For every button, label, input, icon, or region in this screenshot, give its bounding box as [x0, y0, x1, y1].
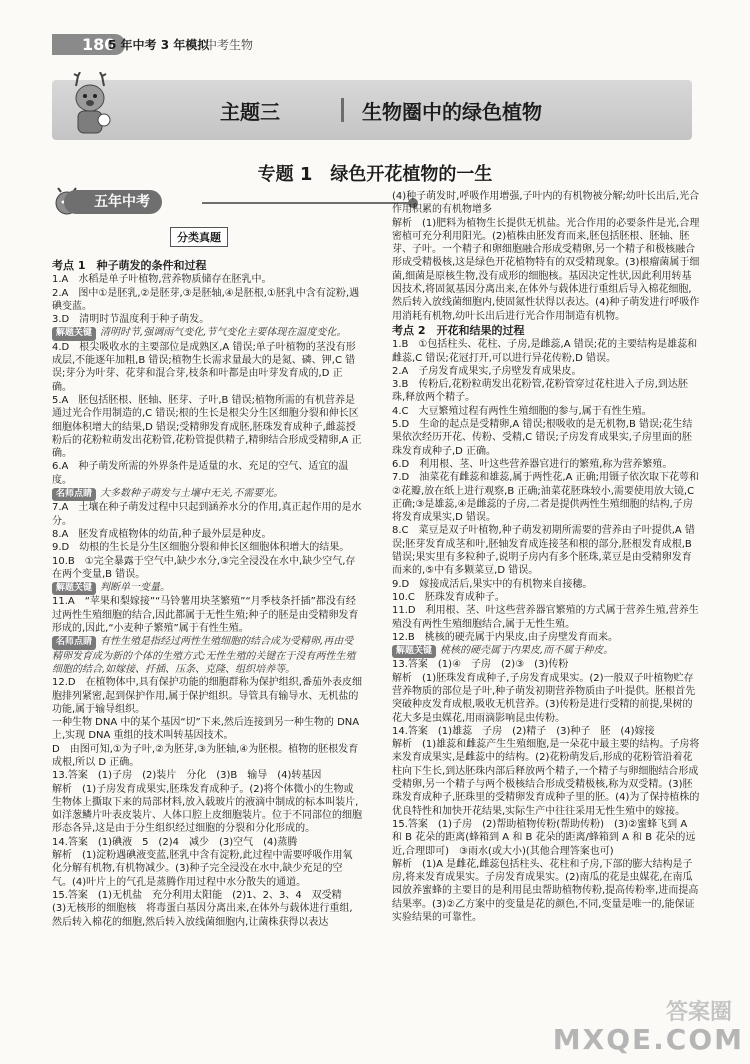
answer-paragraph: 解析 (1)雄蕊和雌蕊产生生殖细胞,是一朵花中最主要的结构。子房将来发育成果实,是雌蕊中的结构。(2)花粉萌发后,形成的花粉管沿着花柱向下生长,到达胚珠内部后释放两个精子,一个精子与卵细胞结合形成受精卵,另一个精子与两个极核结合形成受精极核,称为双受精。(3)胚珠发育成种子,胚珠里的受精卵发育成种子里的胚。(4)为了保持植株的优良特性和加快开花结果,实际生产中往往采用无性生殖中的嫁接。 — [392, 739, 700, 817]
answer-paragraph: 5.D 生命的起点是受精卵,A 错误;根吸收的是无机物,B 错误;花生结果依次经历开花、传粉、受精,C 错误;子房发育成果实,子房里面的胚珠发育成种子,D 正确。 — [392, 419, 693, 457]
tip-tag: 名师点睛 — [52, 488, 96, 501]
answer-paragraph: 2.A 子房发育成果实,子房壁发育成果皮。 — [392, 365, 582, 377]
answer-paragraph: 13.答案 (1)④ 子房 (2)③ (3)传粉 — [392, 659, 569, 671]
tip-tag: 解题关键 — [52, 582, 96, 595]
answer-paragraph: 14.答案 (1)雄蕊 子房 (2)精子 (3)种子 胚 (4)嫁接 — [392, 725, 655, 737]
answer-paragraph: 7.D 油菜花有雌蕊和雄蕊,属于两性花,A 正确;用镊子依次取下花萼和②花瓣,放在纸上进行观察,B 正确;油菜花胚珠较小,需要使用放大镜,C 正确;③是雄蕊,④是雌蕊的子房,二者是提供两性生殖细胞的结构,子房将发育成果实,D 错误。 — [392, 472, 699, 524]
book-title: 5 年中考 3 年模拟 — [108, 38, 210, 52]
category-label: 分类真题 — [170, 227, 228, 247]
topic-point-heading: 考点 2 开花和结果的过程 — [392, 323, 525, 337]
topic-banner — [52, 80, 692, 140]
answer-paragraph: 7.A 土壤在种子萌发过程中只起到涵养水分的作用,真正起作用的是水分。 — [52, 502, 362, 527]
tip-note — [52, 487, 362, 501]
tip-text: 大多数种子萌发与土壤中无关,不需要光。 — [100, 488, 284, 500]
answer-paragraph: 8.C 菜豆是双子叶植物,种子萌发初期所需要的营养由子叶提供,A 错误;胚芽发育成茎和叶,胚轴发育成连接茎和根的部分,胚根发育成根,B 错误;果实里有多粒种子,说明子房内有多个胚珠,菜豆是由受精卵发育而来的,⑤中有多颗菜豆,D 错误。 — [392, 525, 695, 577]
section-rule — [202, 202, 412, 204]
answer-paragraph: 13.答案 (1)子房 (2)装片 分化 (3)B 输导 (4)转基因 — [52, 770, 322, 782]
answer-paragraph: 1.B ①包括柱头、花柱、子房,是雌蕊,A 错误;花的主要结构是雄蕊和雌蕊,C 错误;花冠打开,可以进行异花传粉,D 错误。 — [392, 339, 698, 364]
right-column — [392, 190, 700, 924]
topic-title: 生物圈中的绿色植物 — [362, 100, 542, 124]
deer-mascot-icon — [60, 72, 120, 138]
page-header — [0, 0, 750, 60]
topic-point-heading: 考点 1 种子萌发的条件和过程 — [52, 259, 207, 272]
answer-paragraph: 10.C 胚珠发育成种子。 — [392, 591, 505, 603]
answer-paragraph: (4)种子萌发时,呼吸作用增强,子叶内的有机物被分解;幼叶长出后,光合作用积累的有机物增多 — [392, 191, 700, 216]
answer-paragraph: 4.D 根尖吸收水的主要部位是成熟区,A 错误;单子叶植物的茎没有形成层,不能逐年加粗,B 错误;植物生长需求量最大的是氮、磷、钾,C 错误;芽分为叶芽、花芽和混合芽,枝条和叶都是由叶芽发育成的,D 正确。 — [52, 341, 356, 393]
answer-paragraph: 6.D 利用根、茎、叶这些营养器官进行的繁殖,称为营养繁殖。 — [392, 458, 673, 470]
answer-paragraph: 8.A 胚发育成植物体的幼苗,种子最外层是种皮。 — [52, 528, 272, 540]
answer-paragraph: 6.A 种子萌发所需的外界条件是适量的水、充足的空气、适宜的温度。 — [52, 461, 349, 486]
answer-paragraph: 4.C 大豆繁殖过程有两性生殖细胞的参与,属于有性生殖。 — [392, 405, 652, 417]
answer-paragraph: 15.答案 (1)子房 (2)帮助植物传粉(帮助传粉) (3)②蜜蜂飞到 A 和 B 花朵的距离(蜂箱到 A 和 B 花朵的距离/蜂箱到 A 和 B 花朵的远近,合理即可) ③雨水(或大小)(其他合理答案也可) — [392, 818, 696, 857]
answer-paragraph: 5.A 胚包括胚根、胚轴、胚芽、子叶,B 错误;植物所需的有机营养是通过光合作用制造的,C 错误;根的生长是根尖分生区细胞分裂和伸长区细胞体积增大的结果,D 错误;受精卵发育成胚,胚珠发育成种子,雌蕊授粉后的花粉粒萌发出花粉管,花粉管提供精子,精卵结合形成受精卵,A 正确。 — [52, 394, 362, 460]
answer-paragraph: 解析 (1)子房发育成果实,胚珠发育成种子。(2)将个体微小的生物或生物体上撕取下来的局部材料,放入载玻片的液滴中制成的标本叫装片,如洋葱鳞片叶表皮装片、人体口腔上皮细胞装片。位于不同部位的细胞形态各异,这是由于分生组织经过细胞的分裂和分化形成的。 — [52, 783, 362, 835]
section-title: 五年中考 — [64, 190, 162, 214]
answer-paragraph: 1.A 水稻是单子叶植物,营养物质储存在胚乳中。 — [52, 274, 272, 286]
answer-paragraph: 14.答案 (1)碘液 5 (2)4 减少 (3)空气 (4)蒸腾 — [52, 836, 298, 848]
page-number: 180 — [52, 34, 125, 55]
answer-paragraph: 解析 (1)A 是雌花,雌蕊包括柱头、花柱和子房,下部的膨大结构是子房,将来发育成果实。子房发育成果实。(2)南瓜的花是虫媒花,在南瓜园放养蜜蜂的主要目的是利用昆虫帮助植物传粉,提高传粉率,进而提高结果率。(3)②乙方案中的变量是花的颜色,不同,变量是唯一的,能保证实验结果的可靠性。 — [392, 858, 699, 924]
chapter-title: 专题 1 绿色开花植物的一生 — [257, 164, 493, 185]
answer-paragraph: 2.A 图中①是胚乳,②是胚芽,③是胚轴,④是胚根,①胚乳中含有淀粉,遇碘变蓝。 — [52, 287, 360, 312]
tip-tag: 解题关键 — [52, 327, 96, 340]
watermark-text: 答案圈 — [665, 1000, 732, 1025]
tip-note — [392, 644, 700, 658]
answer-paragraph: 3.B 传粉后,花粉粒萌发出花粉管,花粉管穿过花柱进入子房,到达胚珠,释放两个精子。 — [392, 379, 688, 404]
tip-text: 有性生殖是指经过两性生殖细胞的结合成为受精卵,再由受精卵发育成为新的个体的生殖方式;无性生殖的关键在于没有两性生殖细胞的结合,如嫁接、扦插、压条、克隆、组织培养等。 — [52, 636, 356, 675]
subject-label: 中考生物 — [205, 38, 254, 52]
tip-text: 清明时节,强调雨气变化,节气变化主要体现在温度变化。 — [100, 327, 347, 339]
answer-paragraph: 12.D 在植物体中,具有保护功能的细胞群称为保护组织,番茄外表皮细胞排列紧密,起到保护作用,属于保护组织。导管具有输导水、无机盐的功能,属于输导组织。 — [52, 677, 362, 715]
tip-text: 桃核的硬壳属于内果皮,而不属于种皮。 — [440, 645, 614, 657]
section-header — [52, 190, 362, 216]
answer-paragraph: 11.A “苹果和梨嫁接”“马铃薯用块茎繁殖”“月季枝条扦插”都没有经过两性生殖细胞的结合,因此都属于无性生殖;种子的胚是由受精卵发育形成的,因此,“小麦种子繁殖”属于有性生殖。 — [52, 596, 359, 635]
tip-tag: 解题关键 — [392, 645, 436, 658]
answer-paragraph: 15.答案 (1)无机盐 充分利用太阳能 (2)1、2、3、4 双受精 — [52, 889, 342, 901]
answer-paragraph: 11.D 利用根、茎、叶这些营养器官繁殖的方式属于营养生殖,营养生殖没有两性生殖细胞结合,属于无性生殖。 — [392, 605, 699, 630]
answer-paragraph: 9.D 嫁接成活后,果实中的有机物来自接穗。 — [392, 578, 593, 590]
tip-tag: 名师点睛 — [52, 636, 96, 649]
answer-paragraph: 解析 (1)淀粉遇碘液变蓝,胚乳中含有淀粉,此过程中需要呼吸作用氧化分解有机物,有机物减少。(3)种子完全浸没在水中,缺少充足的空气。(4)叶片上的气孔是蒸腾作用过程中水分散失的通道。 — [52, 850, 353, 888]
topic-divider — [341, 98, 344, 122]
tip-note — [52, 581, 362, 595]
tip-note — [52, 326, 362, 340]
answer-paragraph: 12.B 桃核的硬壳属于内果皮,由子房壁发育而来。 — [392, 631, 618, 643]
watermark-url: MXQE.COM — [552, 1023, 744, 1056]
answer-paragraph: 解析 (1)胚珠发育成种子,子房发育成果实。(2)一般双子叶植物贮存营养物质的部位是子叶,种子萌发初期营养物质由子叶提供。胚根首先突破种皮发育成根,吸收无机营养。(3)传粉是进行受精的前提,果树的花大多是虫媒花,用雨滴影响昆虫传粉。 — [392, 672, 696, 724]
topic-number: 主题三 — [220, 100, 280, 124]
answer-paragraph: 一种生物 DNA 中的某个基因“切”下来,然后连接到另一种生物的 DNA 上,实现 DNA 重组的技术叫转基因技术。 — [52, 717, 360, 742]
tip-text: 判断单一变量。 — [100, 582, 171, 594]
tip-note — [52, 635, 362, 676]
answer-paragraph: 3.D 清明时节温度利于种子萌发。 — [52, 314, 210, 326]
answer-paragraph: D 由图可知,①为子叶,②为胚芽,③为胚轴,④为胚根。植物的胚根发育成根,所以 D 正确。 — [52, 743, 359, 768]
answer-paragraph: 10.B ①完全暴露于空气中,缺少水分,③完全浸没在水中,缺少空气,存在两个变量,B 错误。 — [52, 555, 356, 580]
left-column — [52, 258, 362, 929]
answer-paragraph: (3)无核形的细胞核 将毒蛋白基因分离出来,在体外与载体进行重组,然后转入棉花的细胞,然后转入放线菌细胞内,让菌株获得以表达 — [52, 903, 353, 928]
answer-paragraph: 解析 (1)肥料为植物生长提供无机盐。光合作用的必要条件是光,合理密植可充分利用阳光。(2)植株由胚发育而来,胚包括胚根、胚轴、胚芽、子叶。一个精子和卵细胞融合形成受精卵,另一个精子和极核融合形成受精极核,这是绿色开花植物特有的双受精现象。(3)根瘤菌属于细菌,细菌是原核生物,没有成形的细胞核。基因决定性状,因此利用转基因技术,将固氮基因分离出来,在体外与载体进行重组后导入棉花细胞,然后转入放线菌细胞内,使固氮性状得以表达。(4)种子萌发进行呼吸作用消耗有机物,幼叶长出后进行光合作用制造有机物。 — [392, 217, 700, 322]
answer-paragraph: 9.D 幼根的生长是分生区细胞分裂和伸长区细胞体积增大的结果。 — [52, 542, 350, 554]
